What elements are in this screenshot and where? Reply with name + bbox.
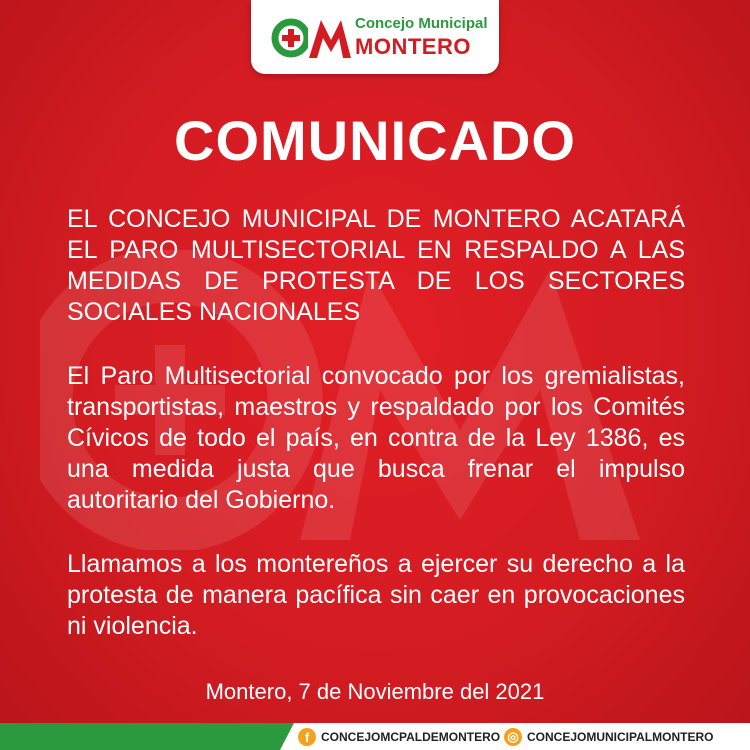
brand-line-2: MONTERO	[355, 34, 471, 59]
date-line: Montero, 7 de Noviembre del 2021	[205, 679, 545, 704]
footer-bar	[0, 723, 750, 750]
footer-accent	[0, 723, 280, 750]
concejo-logo-icon	[271, 14, 351, 62]
facebook-label: CONCEJOMCPALDEMONTERO	[321, 730, 501, 744]
logo-card	[251, 0, 499, 74]
instagram-handle[interactable]	[504, 727, 713, 747]
instagram-icon: ◎	[504, 728, 522, 746]
facebook-handle[interactable]	[298, 727, 500, 747]
instagram-label: CONCEJOMUNICIPALMONTERO	[527, 730, 714, 744]
call-paragraph: Llamamos a los montereños a ejercer su derecho a la protesta de manera pacífica sin caer en provocaciones ni violencia.	[67, 550, 685, 640]
page-title: COMUNICADO	[174, 109, 576, 172]
brand-line-1: Concejo Municipal	[355, 15, 488, 32]
facebook-icon: f	[298, 728, 316, 746]
headline-paragraph: EL CONCEJO MUNICIPAL DE MONTERO ACATARÁ EL PARO MULTISECTORIAL EN RESPALDO A LAS MEDIDAS DE PROTESTA DE LOS SECTORES SOCIALES NACIONALES	[67, 205, 685, 326]
body-paragraph: El Paro Multisectorial convocado por los gremialistas, transportistas, maestros y respaldado por los Comités Cívicos de todo el país, en contra de la Ley 1386, es una medida justa que busca frenar el impulso autoritario del Gobierno.	[67, 362, 685, 514]
